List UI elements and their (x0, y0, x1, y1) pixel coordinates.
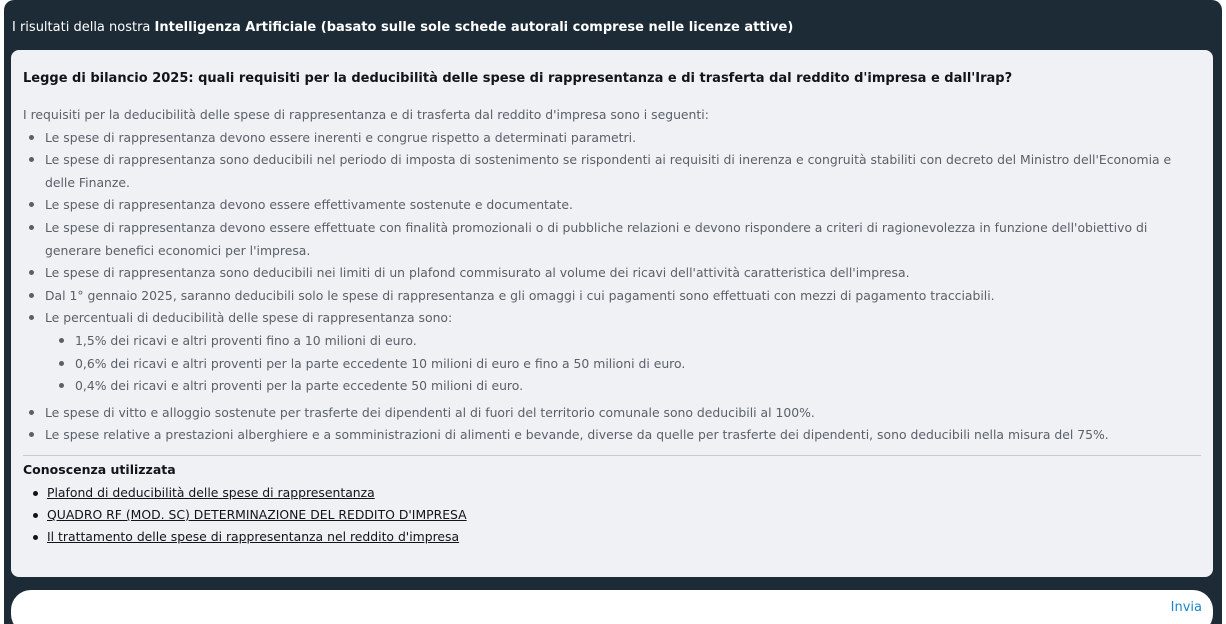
list-item (23, 307, 1201, 397)
question-title: Legge di bilancio 2025: quali requisiti per la deducibilità delle spese di rappresentanza e di trasferta dal reddito d'impresa e dall'Irap? (23, 71, 1013, 86)
requirements-list (23, 127, 1201, 447)
list-item: Le spese di rappresentanza devono essere effettuate con finalità promozionali o di pubbliche relazioni e devono rispondere a criteri di ragionevolezza in funzione dell'obiettivo di generare benefici economici per l'impresa. (23, 217, 1201, 262)
list-item-label: Le percentuali di deducibilità delle spese di rappresentanza sono: (45, 310, 453, 326)
list-item: Le spese relative a prestazioni alberghiere e a somministrazioni di alimenti e bevande, diverse da quelle per trasferte dei dipendenti, sono deducibili nella misura del 75%. (23, 424, 1201, 447)
answer-body (23, 104, 1201, 447)
send-button[interactable]: Invia (1171, 598, 1202, 618)
knowledge-link[interactable]: QUADRO RF (MOD. SC) DETERMINAZIONE DEL REDDITO D'IMPRESA (47, 506, 467, 522)
list-item: Le spese di rappresentanza devono essere inerenti e congrue rispetto a determinati parametri. (23, 127, 1201, 150)
knowledge-list-item (23, 504, 1201, 526)
percentages-sublist (45, 330, 1201, 398)
list-item: Le spese di rappresentanza sono deducibili nei limiti di un plafond commisurato al volume dei ricavi dell'attività caratteristica dell'impresa. (23, 262, 1201, 285)
answer-intro: I requisiti per la deducibilità delle spese di rappresentanza e di trasferta dal reddito d'impresa sono i seguenti: (23, 107, 709, 122)
sub-list-item: 0,6% dei ricavi e altri proventi per la parte eccedente 10 milioni di euro e fino a 50 milioni di euro. (45, 353, 1201, 376)
knowledge-links (23, 482, 1201, 548)
list-item: Le spese di vitto e alloggio sostenute per trasferte dei dipendenti al di fuori del territorio comunale sono deducibili al 100%. (23, 402, 1201, 425)
list-item: Dal 1° gennaio 2025, saranno deducibili solo le spese di rappresentanza e gli omaggi i cui pagamenti sono effettuati con mezzi di pagamento tracciabili. (23, 285, 1201, 308)
ai-results-panel (4, 0, 1222, 624)
knowledge-title: Conoscenza utilizzata (23, 461, 176, 477)
chat-input-bar (11, 590, 1213, 624)
header-bold-title: Intelligenza Artificiale (basato sulle sole schede autorali comprese nelle licenze attive) (154, 20, 794, 35)
knowledge-link[interactable]: Plafond di deducibilità delle spese di rappresentanza (47, 484, 375, 500)
knowledge-list-item (23, 526, 1201, 548)
header-prefix: I risultati della nostra (12, 20, 155, 35)
sub-list-item: 1,5% dei ricavi e altri proventi fino a 10 milioni di euro. (45, 330, 1201, 353)
answer-card (11, 50, 1213, 577)
sub-list-item: 0,4% dei ricavi e altri proventi per la parte eccedente 50 milioni di euro. (45, 375, 1201, 398)
list-item: Le spese di rappresentanza sono deducibili nel periodo di imposta di sostenimento se rispondenti ai requisiti di inerenza e congruità stabiliti con decreto del Ministro dell'Economia e delle Finanze. (23, 149, 1201, 194)
list-item: Le spese di rappresentanza devono essere effettivamente sostenute e documentate. (23, 194, 1201, 217)
panel-header (12, 15, 793, 41)
knowledge-list-item (23, 482, 1201, 504)
knowledge-link[interactable]: Il trattamento delle spese di rappresentanza nel reddito d'impresa (47, 528, 460, 544)
divider (23, 455, 1201, 456)
question-input[interactable] (31, 598, 1135, 622)
